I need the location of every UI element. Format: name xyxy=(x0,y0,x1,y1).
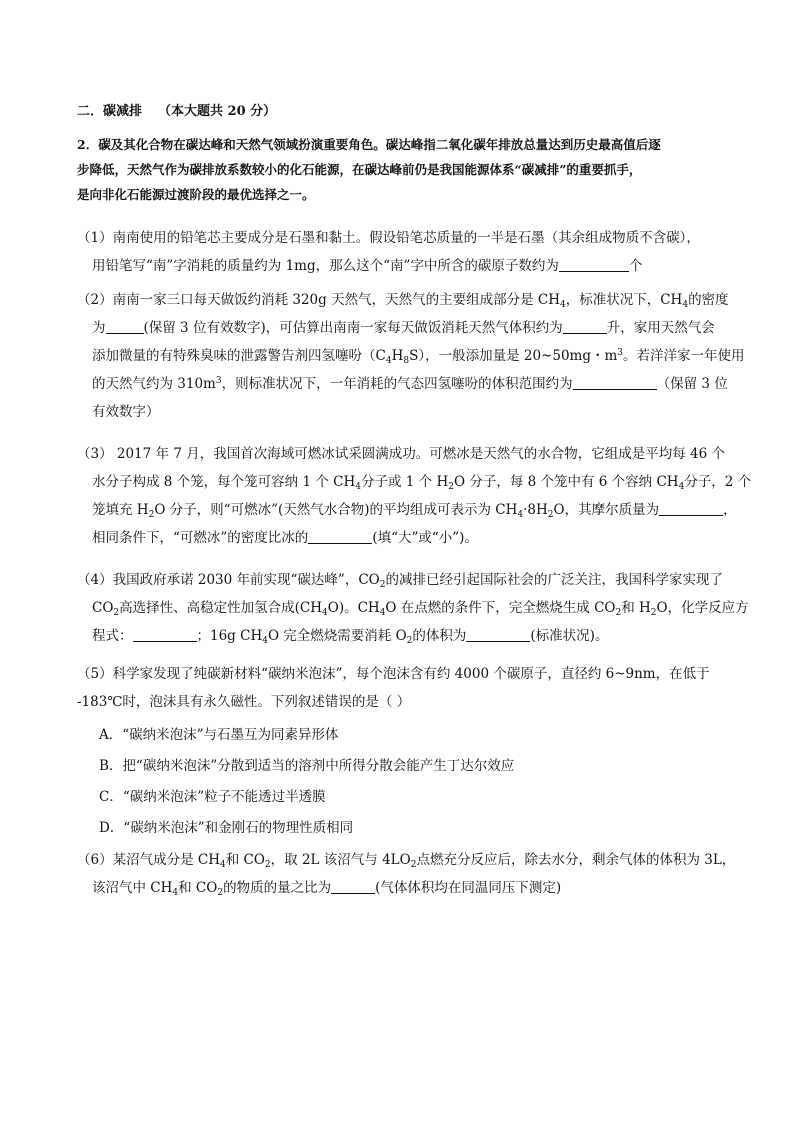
q2-text: 的天然气约为 310m xyxy=(92,376,216,392)
q2-text: ，标准状况下，CH xyxy=(565,292,683,308)
q4-text: 和 H xyxy=(621,600,651,616)
subquestion-1 xyxy=(77,224,737,280)
q3-text: ·8H xyxy=(523,502,548,518)
superscript: 3 xyxy=(617,348,624,358)
q2-text: (保留 3 位有效数字)，可估算出南南一家每天做饭消耗天然气体积约为 xyxy=(143,320,563,336)
q4-line xyxy=(77,566,737,594)
q3-text: ， xyxy=(723,502,737,518)
q6-text: 和 CO xyxy=(178,880,218,896)
q3-text: 笼填充 H xyxy=(92,502,149,518)
subquestion-6 xyxy=(77,846,737,902)
subscript: 2 xyxy=(217,888,224,898)
answer-blank[interactable] xyxy=(308,527,372,544)
subscript: 4 xyxy=(379,608,386,618)
answer-blank[interactable] xyxy=(573,373,657,390)
subscript: 4 xyxy=(219,860,226,870)
q3-line xyxy=(77,468,752,496)
q2-text: 。若洋洋家一年使用 xyxy=(623,348,745,364)
option-d[interactable]: D．“碳纳米泡沫”和金刚石的物理性质相同 xyxy=(99,820,354,836)
q1-text: 个 xyxy=(628,258,643,274)
q6-text: ，取 2L 该沼气与 4LO xyxy=(270,852,411,868)
subscript: 2 xyxy=(448,482,454,492)
q4-text: (标准状况)。 xyxy=(530,628,609,644)
q4-text: O 在点燃的条件下，完全燃烧生成 CO xyxy=(385,600,616,616)
answer-blank[interactable] xyxy=(659,499,723,516)
section-heading: 二．碳减排 xyxy=(77,104,143,119)
q1-line: （1）南南使用的铅笔芯主要成分是石墨和黏土。假设铅笔芯质量的一半是石墨（其余组成物质不含碳）， xyxy=(77,230,700,246)
q2-line xyxy=(77,342,745,370)
q2-text: 添加微量的有特殊臭味的泄露警告剂四氢噻吩（C xyxy=(92,348,386,364)
q6-text: 点燃充分反应后，除去水分，剩余气体的体积为 3L， xyxy=(416,852,736,868)
q2-text: S），一般添加量是 20~50mg・m xyxy=(409,348,618,364)
q6-line xyxy=(77,874,737,902)
subscript: 2 xyxy=(615,608,622,618)
subquestion-3 xyxy=(77,440,752,552)
subscript: 2 xyxy=(264,860,271,870)
answer-blank[interactable] xyxy=(331,877,375,894)
q3-text: 相同条件下，“可燃冰”的密度比冰的 xyxy=(92,530,309,546)
subscript: 4 xyxy=(517,510,524,520)
subscript: 2 xyxy=(547,510,554,520)
answer-blank[interactable] xyxy=(133,625,197,642)
subscript: 4 xyxy=(678,482,685,492)
q3-line: （3） 2017 年 7 月，我国首次海域可燃冰试采圆满成功。可燃冰是天然气的水合物，它组成是平均每 46 个 xyxy=(77,446,725,462)
section-score: （本大题共 20 分） xyxy=(158,104,277,119)
intro-line: 是向非化石能源过渡阶段的最优选择之一。 xyxy=(77,187,315,202)
q4-text: CO xyxy=(92,600,114,616)
q4-text: O)。CH xyxy=(327,600,380,616)
q4-text: 的减排已经引起国际社会的广泛关注，我国科学家实现了 xyxy=(385,572,723,588)
answer-blank[interactable] xyxy=(559,255,629,272)
q2-line xyxy=(77,286,737,314)
option-a[interactable]: A．“碳纳米泡沫”与石墨互为同素异形体 xyxy=(99,727,339,743)
subscript: 2 xyxy=(379,580,386,590)
q2-text: （保留 3 位 xyxy=(656,376,728,392)
q6-text: 该沼气中 CH xyxy=(92,880,173,896)
q4-text: O 完全燃烧需要消耗 O xyxy=(267,628,407,644)
subscript: 4 xyxy=(559,300,566,310)
subscript: 4 xyxy=(322,608,328,618)
subscript: 8 xyxy=(403,356,410,366)
subquestion-2 xyxy=(77,286,745,426)
answer-blank[interactable] xyxy=(466,625,530,642)
q6-text: （6）某沼气成分是 CH xyxy=(77,852,220,868)
q1-text: 用铅笔写“南”字消耗的质量约为 1mg，那么这个“南”字中所含的碳原子数约为 xyxy=(92,258,559,274)
question-intro xyxy=(77,132,727,207)
q5-line: （5）科学家发现了纯碳新材料“碳纳米泡沫”，每个泡沫含有约 4000 个碳原子，直径约 6~9nm，在低于 xyxy=(77,666,710,682)
subscript: 2 xyxy=(113,608,120,618)
subquestion-4 xyxy=(77,566,749,650)
subscript: 4 xyxy=(262,636,268,646)
q4-text: 高选择性、高稳定性加氢合成(CH xyxy=(119,600,323,616)
q3-line xyxy=(77,496,737,524)
q6-text: 和 CO xyxy=(225,852,265,868)
q1-line xyxy=(77,252,737,280)
q3-text: 分子或 1 个 H xyxy=(360,474,449,490)
section-title xyxy=(77,100,276,119)
q2-line xyxy=(77,314,737,342)
q6-text: (气体体积均在同温同压下测定) xyxy=(375,880,562,896)
q3-text: (填“大”或“小”)。 xyxy=(372,530,478,546)
q4-text: 程式： xyxy=(92,628,133,644)
subscript: 2 xyxy=(410,860,417,870)
superscript: 3 xyxy=(215,376,222,386)
q3-text: 分子，2 个 xyxy=(684,474,752,490)
subscript: 4 xyxy=(682,300,689,310)
subscript: 2 xyxy=(406,636,413,646)
q4-text: O，化学反应方 xyxy=(656,600,749,616)
q3-text: O 分子，每 8 个笼中有 6 个容纳 CH xyxy=(453,474,679,490)
q2-text: 为 xyxy=(92,320,106,336)
intro-line: 2．碳及其化合物在碳达峰和天然气领域扮演重要角色。碳达峰指二氧化碳年排放总量达到历史最高值后逐 xyxy=(77,137,661,152)
q5-line: -183℃时，泡沫具有永久磁性。下列叙述错误的是（ ） xyxy=(77,694,411,710)
q2-text: （2）南南一家三口每天做饭约消耗 320g 天然气，天然气的主要组成部分是 CH xyxy=(77,292,560,308)
q6-line xyxy=(77,846,737,874)
q2-line: 有效数字） xyxy=(92,404,160,420)
subquestion-5 xyxy=(77,660,737,844)
q4-text: ；16g CH xyxy=(196,628,263,644)
q3-text: O 分子，则“可燃冰”(天然气水合物)的平均组成可表示为 CH xyxy=(154,502,518,518)
subscript: 4 xyxy=(172,888,179,898)
q3-text: 水分子构成 8 个笼，每个笼可容纳 1 个 CH xyxy=(92,474,356,490)
subscript: 4 xyxy=(385,356,392,366)
q4-text: （4）我国政府承诺 2030 年前实现“碳达峰”，CO xyxy=(77,572,380,588)
q3-text: O，其摩尔质量为 xyxy=(553,502,660,518)
q3-line xyxy=(77,524,737,552)
intro-line: 步降低，天然气作为碳排放系数较小的化石能源，在碳达峰前仍是我国能源体系“碳减排”的重要抓手， xyxy=(77,162,642,177)
q4-text: 的体积为 xyxy=(412,628,467,644)
subscript: 4 xyxy=(355,482,361,492)
q2-line xyxy=(77,370,737,398)
answer-blank[interactable] xyxy=(563,317,607,334)
q2-text: 升，家用天然气会 xyxy=(606,320,715,336)
answer-blank[interactable] xyxy=(106,317,144,334)
options-list xyxy=(77,716,737,844)
subscript: 2 xyxy=(148,510,155,520)
q4-line xyxy=(77,594,749,622)
subscript: 2 xyxy=(650,608,657,618)
option-b[interactable]: B．把“碳纳米泡沫”分散到适当的溶剂中所得分散会能产生丁达尔效应 xyxy=(99,758,515,774)
q4-line xyxy=(77,622,737,650)
q2-text: 的密度 xyxy=(688,292,729,308)
q2-text: H xyxy=(391,348,404,364)
q6-text: 的物质的量之比为 xyxy=(223,880,332,896)
q2-text: ，则标准状况下，一年消耗的气态四氢噻吩的体积范围约为 xyxy=(221,376,573,392)
option-c[interactable]: C．“碳纳米泡沫”粒子不能透过半透膜 xyxy=(99,789,326,805)
